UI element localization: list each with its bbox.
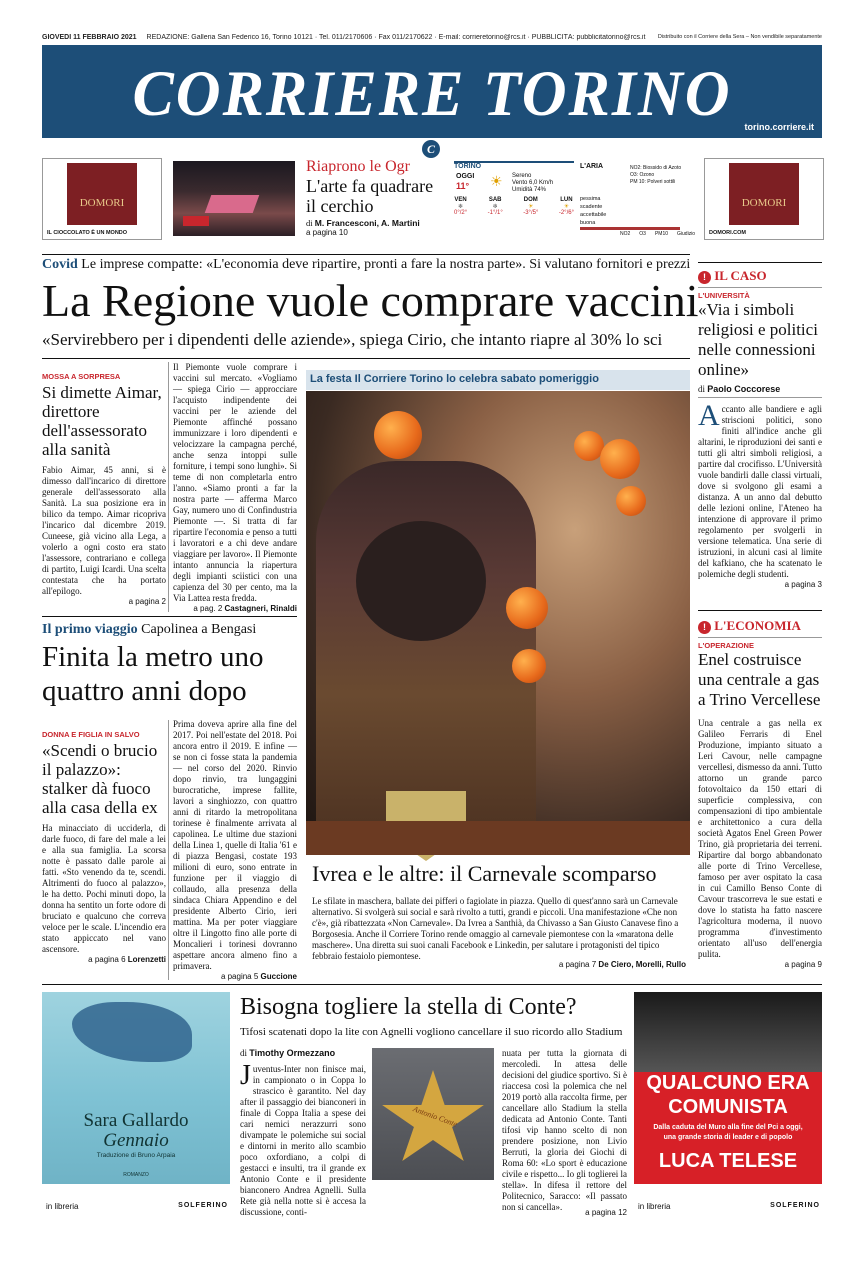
- ogr-page-ref: a pagina 10: [306, 228, 348, 237]
- forecast-day: VEN ❄ 0°/2°: [454, 197, 468, 216]
- editorial-contacts: REDAZIONE: Galleria San Federico 16, Torino 10121 · Tel. 011/2170606 · Fax 011/2170622 · E-mail: corrieretorino@rcs.it · PUBBLICITÀ: pubblicitatorino@rcs.it: [146, 34, 646, 41]
- book-cover-gennaio: Sara Gallardo Gennaio Traduzione di Bruno Arpaia ROMANZO: [42, 992, 230, 1184]
- star-engraving: Antonio Conte: [411, 1104, 459, 1129]
- aimar-headline: Si dimette Aimar, direttore dell'assessorato alla sanità: [42, 383, 162, 459]
- alert-icon: !: [698, 621, 711, 634]
- caso-label: ! IL CASO: [698, 268, 822, 284]
- in-libreria: in libreria: [638, 1202, 671, 1211]
- weather-box: TORINO OGGI 11° ☀ Sereno Vento 6,0 Km/h Umidità 74% VEN ❄ 0°/2° SAB ❄ -1°/1° DOM ☀ -3°/5° LUN ☀ -2°/6° L'ARIA NO2: Biossido di Azoto O3: Ozono PM 10: Polveri sottili pessima scadente accettabile buona NO2 O3 PM10 Giudizio: [454, 163, 696, 237]
- alert-icon: !: [698, 271, 711, 284]
- lead-kicker: Covid Le imprese compatte: «L'economia deve ripartire, pronti a fare la nostra parte». Si valutano fornitori e prezzi: [42, 257, 691, 272]
- economia-kicker: L'OPERAZIONE: [698, 641, 754, 650]
- publisher-logo: SOLFERINO: [770, 1202, 820, 1209]
- caso-kicker: L'UNIVERSITÀ: [698, 291, 750, 300]
- carnevale-page-ref: a pagina 7 De Ciero, Morelli, Rullo: [558, 960, 686, 969]
- ogr-teaser[interactable]: [306, 158, 446, 237]
- distribution-note: Distribuito con il Corriere della Sera – Non vendibile separatamente: [657, 34, 822, 40]
- donna-kicker: DONNA E FIGLIA IN SALVO: [42, 730, 140, 739]
- economia-body: Una centrale a gas nella ex Galileo Ferraris di Enel Produzione, impianto situato a Leri Cavour, nelle campagne vercellesi, dismesso da anni. Tutto attorno un grande parco fotovoltaico da 150 ettari di superficie complessiva, con compensazioni di tipo ambientale e architettonico a cura della società Agatos Enel Green Power Trino, già proprietaria dei terreni. Ripartire dal borgo abbandonato alle porte di Trino Vercellese, famoso per aver ospitato la casa in cui Camillo Benso Conte di Cavour trascorreva le sue estati e dove lo statista ha fatto nascere l'agricoltura moderna, il nuovo programma d'investimento orientato all'uso dell'energia pulita.: [698, 718, 822, 959]
- publisher-logo: SOLFERINO: [178, 1202, 228, 1209]
- forecast-days: [454, 197, 574, 216]
- ad-caption: DOMORI.COM: [709, 230, 746, 236]
- book-cover-telese: QUALCUNO ERA COMUNISTA Dalla caduta del Muro alla fine del Pci a oggi, una grande storia di leader e di popolo LUCA TELESE: [634, 992, 822, 1184]
- aimar-page-ref: a pagina 2: [128, 597, 166, 606]
- ad-domori-left[interactable]: [42, 158, 162, 240]
- stadium-star-photo: [372, 1048, 494, 1180]
- lead-subheadline: «Servirebbero per i dipendenti delle aziende», spiega Cirio, che intanto riapre al 30% lo sci: [42, 330, 663, 349]
- caso-headline: «Via i simboli religiosi e politici nelle connessioni online»: [698, 300, 818, 379]
- domori-chocolate-box: DOMORI: [67, 163, 137, 225]
- top-info-bar: [42, 34, 822, 41]
- in-libreria: in libreria: [46, 1202, 79, 1211]
- economia-headline: Enel costruisce una centrale a gas a Trino Vercellese: [698, 650, 821, 709]
- weather-city: TORINO: [454, 161, 574, 170]
- forecast-day: DOM ☀ -3°/5°: [523, 197, 539, 216]
- ogr-byline: di M. Francesconi, A. Martini: [306, 218, 420, 228]
- ogr-exhibition-photo: [173, 161, 295, 236]
- conte-byline: di Timothy Ormezzano: [240, 1048, 336, 1058]
- donna-headline: «Scendi o brucio il palazzo»: stalker dà fuoco alla casa della ex: [42, 741, 158, 817]
- book-ad-telese[interactable]: [634, 992, 826, 1218]
- ad-domori-right[interactable]: [704, 158, 824, 240]
- aimar-article[interactable]: [42, 372, 166, 606]
- caso-page-ref: a pagina 3: [784, 580, 822, 589]
- economia-article[interactable]: [698, 618, 822, 969]
- caso-body: Accanto alle bandiere e agli striscioni politici, sono finiti all'indice anche gli altarini, le riproduzioni dei santi e tutti gli altri simboli religiosi, a partire dal crocifisso. L'Università vuole bandirli dalle classi virtuali, dove si svolgono gli esami a distanza. A un anno dal debutto delle lezioni online, l'Ateneo ha intenzione di approvare il primo regolamento per svolgerli in versione telematica. Una serie di istruzioni, in alcuni casi al limite del kafkiano, che ha scatenato le polemiche degli studenti.: [698, 399, 822, 579]
- conte-page-ref: a pagina 12: [585, 1208, 627, 1217]
- today-details: Sereno Vento 6,0 Km/h Umidità 74%: [512, 173, 554, 193]
- conte-body-1: Juventus-Inter non finisce mai, in campionato o in Coppa lo strascico è garantito. Nel day after il passaggio dei bianconeri in finale di Coppa Italia a spese dei cari nemici nerazzurri sono divampate le polemiche sui social e dintorni in merito allo scambio poco oxfordiano, a colpi di gestacci e insulti, tra il grande ex Antonio Conte e il presidente bianconero Andrea Agnelli. Sulla Rete già nella notte si è accesa la discussione, conti-: [240, 1060, 366, 1217]
- ad-caption: IL CIOCCOLATO È UN MONDO: [47, 230, 128, 236]
- conte-headline[interactable]: Bisogna togliere la stella di Conte?: [240, 994, 577, 1020]
- masthead: [42, 45, 822, 138]
- metro-body: Prima doveva aprire alla fine del 2017. Poi nell'estate del 2018. Poi ancora entro il 2019. E infine — se non ci fosse stata la pandemia — nel corso del 2020. Rinvio dopo rinvio, tra lungaggini burocratiche, imprese fallite, lavori a singhiozzo, con quattro anni di ritardo la metropolitana torinese è finalmente arrivata al capolinea. Le ultime due stazioni della Linea 1, quelle di Italia '61 e di piazza Bengasi, costate 193 milioni di euro, sono entrate in funzione per il viaggio di collaudo, alla presenza della sindaca Chiara Appendino e del presidente Alberto Cirio, ieri mattina. Ma per poter viaggiare oltre il Lingotto fino alle porte di Moncalieri i torinesi dovranno aspettare ancora almeno fino a primavera.: [173, 719, 297, 971]
- domori-chocolate-box: DOMORI: [729, 163, 799, 225]
- leaders-faces-image: [634, 992, 822, 1072]
- vaccini-body: Il Piemonte vuole comprare i vaccini sul mercato. «Vogliamo — spiega Cirio — approcciare l'acquisto indipendente dei vaccini per le aziende del Piemonte affinché possano immunizzare i loro dipendenti e velocizzare la campagna perché, anche senza intoppi sulle forniture, i tempi sono lunghi». Si teme di non completarla entro l'anno. «Siamo pronti a far la nostra parte — afferma Marco Gay, numero uno di Confindustria Piemonte —. Si tratta di far ripartire l'economia e penso a tutti i lavoratori e a chi deve andare viaggiare per lavoro». Il Piemonte intanto annuncia la riapertura degli impianti sciistici con una capienza del 30 per cento, ma la Via Lattea resta fredda.: [173, 362, 297, 603]
- donna-article[interactable]: [42, 730, 166, 964]
- metro-headline[interactable]: Finita la metro uno quattro anni dopo: [42, 641, 264, 707]
- vaccini-column: [173, 362, 297, 613]
- metro-column: [173, 719, 297, 981]
- site-url[interactable]: torino.corriere.it: [744, 122, 814, 132]
- donna-body: Ha minacciato di ucciderla, di darle fuoco, di fare del male a lei e alla sua famiglia. La scorsa notte è passato dalle parole ai fatti. «Sto venendo da te, scendi. Altrimenti do fuoco al palazzo», le ha detto. Pochi minuti dopo, la donna ha sentito un forte odore di bruciato e qualcuno che correva veloce per le scale. L'incendio era stato appiccato nel vano ascensore.: [42, 823, 166, 954]
- ogr-kicker: Riaprono le Ogr: [306, 158, 410, 175]
- conte-subheadline: Tifosi scatenati dopo la lite con Agnelli vogliono cancellare il suo ricordo allo Stadium: [240, 1026, 623, 1038]
- issue-date: GIOVEDÌ 11 FEBBRAIO 2021: [42, 34, 137, 41]
- ogr-title: L'arte fa quadrare il cerchio: [306, 176, 434, 216]
- caso-article[interactable]: [698, 268, 822, 589]
- carnevale-headline[interactable]: Ivrea e le altre: il Carnevale scomparso: [312, 861, 657, 886]
- festa-banner[interactable]: La festa Il Corriere Torino lo celebra sabato pomeriggio: [306, 370, 690, 390]
- forecast-day: LUN ☀ -2°/6°: [558, 197, 574, 216]
- vaccini-page-ref: a pag. 2 Castagneri, Rinaldi: [193, 604, 297, 613]
- lead-headline[interactable]: La Regione vuole comprare vaccini: [42, 275, 699, 326]
- corriere-logo-icon: C: [422, 140, 440, 158]
- carnevale-photo: [306, 391, 690, 855]
- donna-page-ref: a pagina 6 Lorenzetti: [88, 955, 166, 964]
- aimar-body: Fabio Aimar, 45 anni, si è dimesso dall'incarico di direttore generale dell'assessorato alla Sanità. La sua posizione era in bilico da tempo. Aimar ricopriva l'incarico dal dicembre 2019. Cuneese, già vicino alla Lega, a volerlo a ogni costo era stato l'assessore, contrariano e collega di partito, Luigi Icardi. Una scelta contestata che ha portato all'epilogo.: [42, 465, 166, 596]
- metro-kicker: Il primo viaggio Capolinea a Bengasi: [42, 622, 257, 637]
- book-ad-gennaio[interactable]: [42, 992, 234, 1218]
- economia-page-ref: a pagina 9: [784, 960, 822, 969]
- today-temp: 11°: [456, 181, 470, 191]
- caso-byline: di Paolo Coccorese: [698, 384, 781, 394]
- forecast-day: SAB ❄ -1°/1°: [487, 197, 503, 216]
- economia-label: ! L'ECONOMIA: [698, 618, 822, 634]
- today-label: OGGI: [456, 173, 475, 180]
- newspaper-title: CORRIERE TORINO: [132, 58, 732, 130]
- carnevale-body: Le sfilate in maschera, ballate dei pifferi o fagiolate in piazza. Quello di quest'anno sarà un Carnevale alternativo. Si svolgerà sui social e sarà rivolto a tutti, grandi e piccoli. Una manifestazione «Che non c'è», già ribattezzata «Non Carnevale». Da Ivrea a Santhià, da Chivasso a San Giusto Canavese fino a Borgosesia. Anche il Corriere Torino rende omaggio al carnevale piemontese con la «maratona delle maschere». Una diretta sui suoi canali Facebook e Linkedin, per salutare i protagonisti del tipico febbraio festaiolo piemontese.: [312, 896, 679, 961]
- metro-page-ref: a pagina 5 Guccione: [220, 972, 297, 981]
- conte-body-2: nuata per tutta la giornata di mercoledì. In attesa delle decisioni del giudice sportivo. Si è riaccesa così la polemica che nel 2019 portò alla raccolta firme, per cancellare allo Stadium la stella dedicata ad Antonio Conte. Tanti tifosi vip hanno scelto di non prendere posizione, non Livio Berruti, la gloria dei Giochi di Roma 60: «Lo sport è educazione civile e rispetto... Io gli toglierei la stella». In difesa il rettore del Politecnico, Saracco: «Il passato non si cancella».: [502, 1048, 627, 1212]
- aimar-kicker: MOSSA A SORPRESA: [42, 372, 121, 381]
- sun-icon: ☀: [490, 173, 503, 189]
